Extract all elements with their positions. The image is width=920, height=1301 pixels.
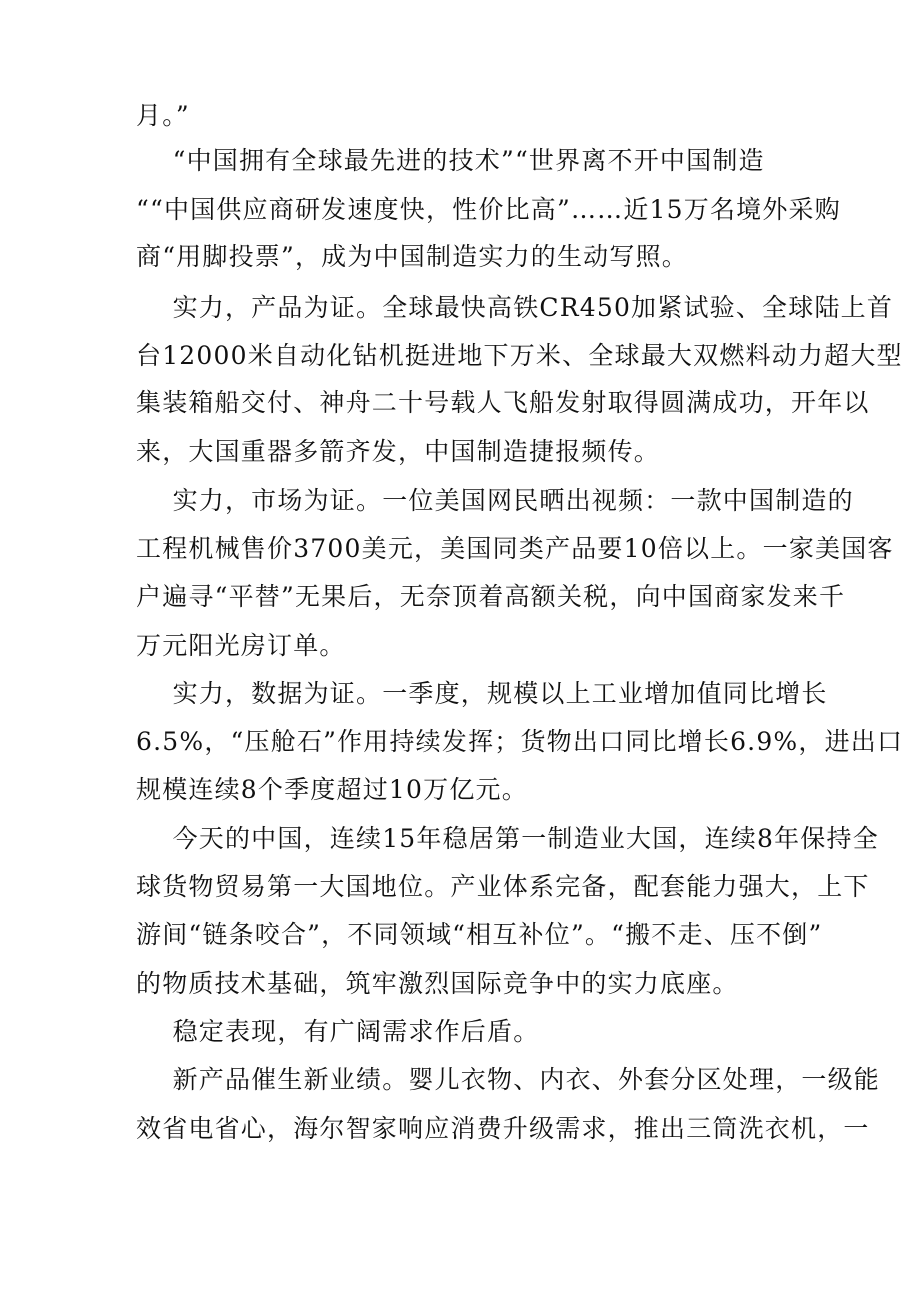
text-line: 月。” <box>136 101 190 130</box>
text-line: 集装箱船交付、神舟二十号载人飞船发射取得圆满成功，开年以 <box>136 388 870 417</box>
text-line: 实力，产品为证。全球最快高铁CR450加紧试验、全球陆上首 <box>136 293 894 322</box>
text-line: 新产品催生新业绩。婴儿衣物、内衣、外套分区处理，一级能 <box>136 1065 880 1094</box>
text-line: 台12000米自动化钻机挺进地下万米、全球最大双燃料动力超大型 <box>136 341 903 370</box>
text-line: 规模连续8个季度超过10万亿元。 <box>136 775 528 804</box>
text-line: 户遍寻“平替”无果后，无奈顶着高额关税，向中国商家发来千 <box>136 582 846 611</box>
text-line: 实力，市场为证。一位美国网民晒出视频：一款中国制造的 <box>136 486 854 515</box>
text-line: 来，大国重器多箭齐发，中国制造捷报频传。 <box>136 437 661 466</box>
text-line: 实力，数据为证。一季度，规模以上工业增加值同比增长 <box>136 679 828 708</box>
text-line: 游间“链条咬合”，不同领域“相互补位”。“搬不走、压不倒” <box>136 920 823 949</box>
text-line: 效省电省心，海尔智家响应消费升级需求，推出三筒洗衣机，一 <box>136 1114 870 1143</box>
text-line: 的物质技术基础，筑牢激烈国际竞争中的实力底座。 <box>136 969 739 998</box>
text-line: 稳定表现，有广阔需求作后盾。 <box>136 1017 540 1046</box>
text-line: 商“用脚投票”，成为中国制造实力的生动写照。 <box>136 242 688 271</box>
text-line: 6.5%，“压舱石”作用持续发挥；货物出口同比增长6.9%，进出口 <box>136 727 904 756</box>
text-line: 今天的中国，连续15年稳居第一制造业大国，连续8年保持全 <box>136 824 879 853</box>
text-line: 球货物贸易第一大国地位。产业体系完备，配套能力强大，上下 <box>136 872 870 901</box>
text-line: ““中国供应商研发速度快，性价比高”……近15万名境外采购 <box>136 195 841 224</box>
text-line: “中国拥有全球最先进的技术”“世界离不开中国制造 <box>136 146 765 175</box>
text-line: 工程机械售价3700美元，美国同类产品要10倍以上。一家美国客 <box>136 534 894 563</box>
text-line: 万元阳光房订单。 <box>136 631 346 660</box>
